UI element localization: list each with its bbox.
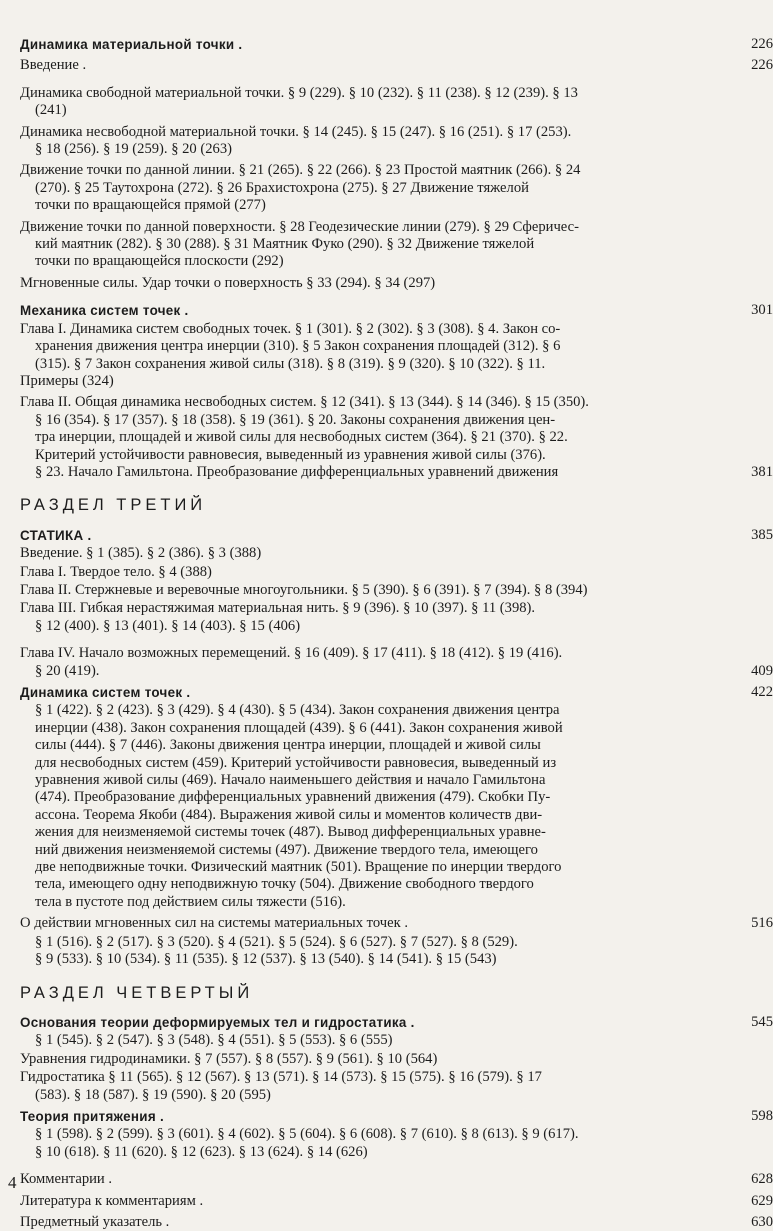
page-ref: 630 — [751, 1213, 773, 1230]
toc-line: Введение. § 1 (385). § 2 (386). § 3 (388) — [20, 545, 262, 562]
toc-line: Глава I. Твердое тело. § 4 (388) — [20, 563, 212, 580]
toc-line: Глава II. Стержневые и веревочные многоугольники. § 5 (390). § 6 (391). § 7 (394). § 8 (394) — [20, 581, 588, 598]
page-ref: 385 — [751, 526, 773, 543]
toc-entry — [20, 564, 735, 581]
toc-line: две неподвижные точки. Физический маятник (501). Вращение по инерции твердого — [35, 859, 562, 876]
toc-line: Механика систем точек . — [20, 303, 189, 319]
toc-line: СТАТИКА . — [20, 527, 92, 543]
page-ref: 598 — [751, 1107, 773, 1124]
toc-entry — [20, 600, 735, 635]
toc-line: жения для неизменяемой системы точек (487). Вывод дифференциальных уравне- — [35, 824, 546, 841]
toc-entry — [20, 582, 735, 599]
toc-entry — [20, 275, 735, 292]
toc-line: § 20 (419). — [35, 662, 100, 679]
toc-entry — [20, 1051, 735, 1068]
toc-line: Предметный указатель . — [20, 1213, 170, 1230]
toc-line: для несвободных систем (459). Критерий устойчивости равновесия, выведенный из — [35, 754, 557, 771]
toc-entry — [20, 57, 773, 74]
toc-line: § 23. Начало Гамильтона. Преобразование дифференциальных уравнений движения — [35, 463, 559, 480]
toc-line: § 10 (618). § 11 (620). § 12 (623). § 13 (624). § 14 (626) — [35, 1143, 368, 1160]
toc-entry — [20, 162, 735, 214]
toc-line: (583). § 18 (587). § 19 (590). § 20 (595) — [35, 1086, 271, 1103]
toc-entry — [20, 394, 773, 481]
toc-line: инерции (438). Закон сохранения площадей (439). § 6 (441). Закон сохранения живой — [35, 719, 563, 736]
toc-line: тела, имеющего одну неподвижную точку (504). Движение свободного твердого — [35, 876, 534, 893]
toc-line: Динамика материальной точки . — [20, 37, 243, 52]
toc-line: Критерий устойчивости равновесия, выведенный из уравнения живой силы (376). — [35, 446, 546, 463]
toc-line: Глава II. Общая динамика несвободных систем. § 12 (341). § 13 (344). § 14 (346). § 15 (350). — [20, 394, 589, 411]
toc-line: Движение точки по данной поверхности. § 28 Геодезические линии (279). § 29 Сферичес- — [20, 218, 579, 235]
toc-line: (270). § 25 Таутохрона (272). § 26 Брахистохрона (275). § 27 Движение тяжелой — [35, 179, 529, 196]
toc-line: (474). Преобразование дифференциальных уравнений движения (479). Скобки Пу- — [35, 789, 551, 806]
toc-line: § 1 (545). § 2 (547). § 3 (548). § 4 (551). § 5 (553). § 6 (555) — [35, 1032, 393, 1049]
toc-line: § 16 (354). § 17 (357). § 18 (358). § 19 (361). § 20. Законы сохранения движения цен- — [35, 411, 556, 428]
toc-line: Литература к комментариям . — [20, 1192, 204, 1209]
toc-entry — [20, 1213, 773, 1231]
toc-line: точки по вращающейся прямой (277) — [35, 197, 266, 214]
toc-line: § 12 (400). § 13 (401). § 14 (403). § 15 (406) — [35, 617, 301, 634]
toc-line: кий маятник (282). § 30 (288). § 31 Маятник Фуко (290). § 32 Движение тяжелой — [35, 236, 535, 253]
toc-entry — [20, 1126, 735, 1161]
toc-entry — [20, 645, 773, 680]
toc-line: Введение . — [20, 57, 87, 74]
page-ref: 226 — [751, 57, 773, 74]
page-ref: 226 — [751, 36, 773, 52]
toc-entry — [20, 545, 735, 562]
toc-entry — [20, 124, 735, 159]
toc-line: (241) — [35, 102, 67, 119]
toc-line: Теория притяжения . — [20, 1108, 164, 1124]
toc-entry — [20, 36, 773, 53]
toc-entry — [20, 1107, 773, 1125]
page-ref: 409 — [751, 662, 773, 679]
toc-entry — [20, 321, 735, 391]
toc-line: точки по вращающейся плоскости (292) — [35, 253, 284, 270]
toc-line: О действии мгновенных сил на системы материальных точек . — [20, 915, 408, 932]
toc-entry — [20, 85, 735, 120]
page-ref: 422 — [751, 684, 773, 700]
toc-line: (315). § 7 Закон сохранения живой силы (318). § 8 (319). § 9 (320). § 10 (322). § 11. — [35, 355, 546, 372]
toc-entry — [20, 702, 735, 911]
toc-line: Мгновенные силы. Удар точки о поверхность § 33 (294). § 34 (297) — [20, 274, 436, 291]
toc-entry — [20, 1013, 773, 1031]
toc-line: § 18 (256). § 19 (259). § 20 (263) — [35, 141, 232, 158]
toc-line: Уравнения гидродинамики. § 7 (557). § 8 (557). § 9 (561). § 10 (564) — [20, 1050, 438, 1067]
page-number: 4 — [8, 1173, 17, 1192]
page-ref: 628 — [751, 1171, 773, 1188]
toc-entry — [20, 1069, 735, 1104]
toc-line: § 1 (422). § 2 (423). § 3 (429). § 4 (430). § 5 (434). Закон сохранения движения центра — [35, 702, 560, 719]
toc-line: хранения движения центра инерции (310). § 5 Закон сохранения площадей (312). § 6 — [35, 338, 561, 355]
toc-line: силы (444). § 7 (446). Законы движения центра инерции, площадей и живой силы — [35, 737, 541, 754]
toc-line: Глава I. Динамика систем свободных точек. § 1 (301). § 2 (302). § 3 (308). § 4. Закон со- — [20, 320, 561, 337]
toc-entry — [20, 219, 735, 271]
toc-entry — [20, 1171, 773, 1188]
toc-entry — [20, 526, 773, 544]
toc-entry — [20, 684, 773, 701]
toc-entry — [20, 1192, 773, 1210]
toc-line: Движение точки по данной линии. § 21 (265). § 22 (266). § 23 Простой маятник (266). § 24 — [20, 162, 581, 179]
toc-line: § 9 (533). § 10 (534). § 11 (535). § 12 (537). § 13 (540). § 14 (541). § 15 (543) — [35, 951, 497, 968]
page-ref: 545 — [751, 1013, 773, 1030]
toc-line: тела в пустоте под действием силы тяжести (516). — [35, 893, 346, 910]
part-heading: РАЗДЕЛ ТРЕТИЙ — [20, 496, 207, 515]
toc-line: Примеры (324) — [20, 372, 114, 389]
toc-line: ний движения неизменяемой системы (497). Движение твердого тела, имеющего — [35, 841, 538, 858]
toc-line: Глава IV. Начало возможных перемещений. § 16 (409). § 17 (411). § 18 (412). § 19 (416). — [20, 645, 563, 662]
toc-line: Динамика свободной материальной точки. § 9 (229). § 10 (232). § 11 (238). § 12 (239). § 13 — [20, 84, 578, 101]
toc-entry — [20, 302, 773, 319]
toc-line: § 1 (598). § 2 (599). § 3 (601). § 4 (602). § 5 (604). § 6 (608). § 7 (610). § 8 (613). § 9 (617). — [35, 1126, 579, 1143]
toc-line: Гидростатика § 11 (565). § 12 (567). § 13 (571). § 14 (573). § 15 (575). § 16 (579). § 17 — [20, 1069, 542, 1086]
toc-line: Основания теории деформируемых тел и гидростатика . — [20, 1014, 415, 1030]
toc-entry — [20, 934, 735, 969]
toc-entry — [20, 1032, 735, 1049]
toc-line: § 1 (516). § 2 (517). § 3 (520). § 4 (521). § 5 (524). § 6 (527). § 7 (527). § 8 (529). — [35, 933, 518, 950]
page-ref: 629 — [751, 1192, 773, 1209]
toc-line: ассона. Теорема Якоби (484). Выражения живой силы и моментов количеств дви- — [35, 806, 543, 823]
toc-line: Глава III. Гибкая нерастяжимая материальная нить. § 9 (396). § 10 (397). § 11 (398). — [20, 600, 536, 617]
page-ref: 301 — [751, 302, 773, 319]
part-heading: РАЗДЕЛ ЧЕТВЕРТЫЙ — [20, 983, 254, 1002]
page-ref: 381 — [751, 463, 773, 480]
toc-line: Комментарии . — [20, 1171, 113, 1188]
toc-entry — [20, 915, 773, 932]
toc-line: Динамика несвободной материальной точки. § 14 (245). § 15 (247). § 16 (251). § 17 (253). — [20, 123, 572, 140]
page-ref: 516 — [751, 915, 773, 932]
toc-line: Динамика систем точек . — [20, 685, 191, 700]
toc-line: тра инерции, площадей и живой силы для несвободных систем (364). § 21 (370). § 22. — [35, 429, 568, 446]
toc-line: уравнения живой силы (469). Начало наименьшего действия и начало Гамильтона — [35, 772, 546, 789]
